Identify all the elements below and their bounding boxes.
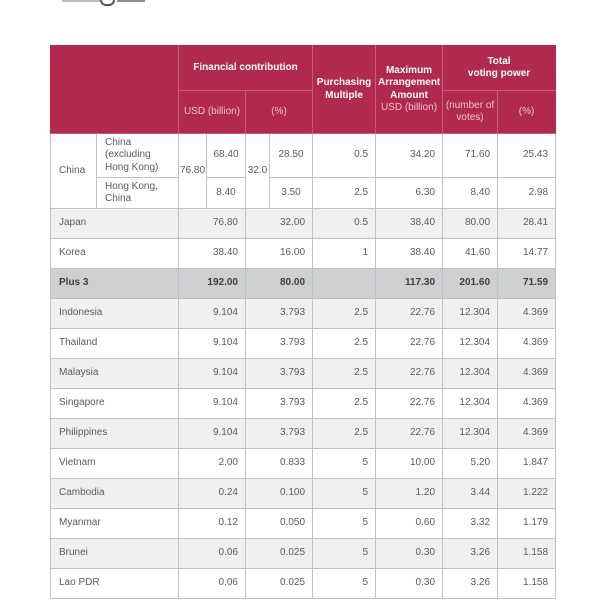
- country-label: Philippines: [51, 419, 179, 449]
- cell-purchasing: 5: [313, 479, 376, 509]
- cell-purchasing: 5: [313, 569, 376, 599]
- table-row-singapore: [51, 389, 556, 419]
- header-maximum-arrangement-sub: USD (billion): [380, 102, 438, 113]
- cell-votes: 3.26: [443, 539, 498, 569]
- country-label: Plus 3: [51, 269, 179, 299]
- cell-votes: 5.20: [443, 449, 498, 479]
- cell-vote-pct: 4.369: [498, 389, 556, 419]
- cell-vote-pct: 1.158: [498, 539, 556, 569]
- contribution-table: [50, 45, 556, 599]
- country-label: Indonesia: [51, 299, 179, 329]
- cell-usd: 0.12: [179, 509, 246, 539]
- cell-usd-merged: 76.80: [179, 134, 207, 209]
- header-purchasing-multiple: Purchasing Multiple: [313, 46, 376, 134]
- table-row-lao-pdr: [51, 569, 556, 599]
- header-financial-contribution: Financial contribution: [179, 46, 313, 91]
- cell-purchasing: 5: [313, 449, 376, 479]
- cell-vote-pct: 1.222: [498, 479, 556, 509]
- cell-pct: 0.833: [246, 449, 313, 479]
- cell-vote-pct: 1.179: [498, 509, 556, 539]
- cell-purchasing: 0.5: [313, 209, 376, 239]
- cell-max-amount: 6.30: [376, 178, 443, 209]
- table-body: [51, 134, 556, 599]
- cell-votes: 12.304: [443, 389, 498, 419]
- cell-purchasing: 2.5: [313, 329, 376, 359]
- cell-vote-pct: 28.41: [498, 209, 556, 239]
- cell-votes: 8.40: [443, 178, 498, 209]
- country-label: Hong Kong, China: [97, 178, 179, 209]
- cell-usd: 9.104: [179, 419, 246, 449]
- cell-max-amount: 1.20: [376, 479, 443, 509]
- voting-power-line2: voting power: [467, 68, 531, 79]
- cell-usd: 0.24: [179, 479, 246, 509]
- country-label: Brunei: [51, 539, 179, 569]
- table-row-hong-kong: [51, 178, 556, 209]
- cell-usd: 38.40: [179, 239, 246, 269]
- cropped-heading-fragment: [117, 0, 145, 2]
- table-row-plus3-total: [51, 269, 556, 299]
- table-row-vietnam: [51, 449, 556, 479]
- cell-pct: 3.50: [270, 178, 313, 209]
- cell-max-amount: 22.76: [376, 359, 443, 389]
- cell-max-amount: 34.20: [376, 134, 443, 178]
- cell-vote-pct: 71.59: [498, 269, 556, 299]
- table-row-china-excl-hk: [51, 134, 556, 178]
- cell-max-amount: 0.30: [376, 539, 443, 569]
- country-label: Japan: [51, 209, 179, 239]
- cell-vote-pct: 4.369: [498, 359, 556, 389]
- cell-purchasing: 0.5: [313, 134, 376, 178]
- cell-usd: 9.104: [179, 359, 246, 389]
- cell-usd: 9.104: [179, 299, 246, 329]
- header-maximum-arrangement-main: Maximum Arrangement Amount: [378, 64, 441, 101]
- table-row-japan: [51, 209, 556, 239]
- cell-vote-pct: 4.369: [498, 329, 556, 359]
- cell-votes: 3.26: [443, 569, 498, 599]
- cell-usd: 9.104: [179, 329, 246, 359]
- cell-votes: 3.44: [443, 479, 498, 509]
- header-usd-billion: USD (billion): [179, 91, 246, 134]
- table-row-thailand: [51, 329, 556, 359]
- header-voting-percent: (%): [498, 91, 556, 134]
- cell-purchasing: 1: [313, 239, 376, 269]
- table-row-cambodia: [51, 479, 556, 509]
- cell-purchasing: 5: [313, 509, 376, 539]
- cropped-heading-fragment: [62, 0, 100, 2]
- cell-votes: 3.32: [443, 509, 498, 539]
- cell-vote-pct: 14.77: [498, 239, 556, 269]
- cell-votes: 80.00: [443, 209, 498, 239]
- cell-vote-pct: 25.43: [498, 134, 556, 178]
- country-label: Malaysia: [51, 359, 179, 389]
- country-label: Lao PDR: [51, 569, 179, 599]
- table-row-malaysia: [51, 359, 556, 389]
- cell-vote-pct: 1.158: [498, 569, 556, 599]
- cell-max-amount: 10.00: [376, 449, 443, 479]
- header-total-voting-power: [443, 46, 556, 91]
- header-percent: (%): [246, 91, 313, 134]
- cell-usd: 2.00: [179, 449, 246, 479]
- cell-purchasing: 2.5: [313, 389, 376, 419]
- cell-max-amount: 22.76: [376, 299, 443, 329]
- cell-purchasing: 2.5: [313, 359, 376, 389]
- cell-max-amount: 22.76: [376, 419, 443, 449]
- cell-vote-pct: 2.98: [498, 178, 556, 209]
- cell-votes: 12.304: [443, 299, 498, 329]
- cell-vote-pct: 1.847: [498, 449, 556, 479]
- table-header: [51, 46, 556, 134]
- cropped-heading-fragment: [100, 0, 115, 6]
- cell-pct: 0.025: [246, 539, 313, 569]
- country-label: China (excluding Hong Kong): [97, 134, 179, 178]
- table-row-korea: [51, 239, 556, 269]
- cell-pct: 0.025: [246, 569, 313, 599]
- cell-purchasing: 2.5: [313, 178, 376, 209]
- cell-purchasing: 2.5: [313, 419, 376, 449]
- cell-votes: 12.304: [443, 329, 498, 359]
- cell-usd: 76.80: [179, 209, 246, 239]
- cell-vote-pct: 4.369: [498, 299, 556, 329]
- cell-pct: 80.00: [246, 269, 313, 299]
- country-label: Korea: [51, 239, 179, 269]
- cell-usd: 192.00: [179, 269, 246, 299]
- cell-pct: 3.793: [246, 419, 313, 449]
- table-row-brunei: [51, 539, 556, 569]
- cell-usd: 8.40: [207, 178, 246, 209]
- country-label: Cambodia: [51, 479, 179, 509]
- cell-max-amount: 38.40: [376, 209, 443, 239]
- table-row-myanmar: [51, 509, 556, 539]
- cell-usd: 0.06: [179, 539, 246, 569]
- cell-purchasing: 5: [313, 539, 376, 569]
- cell-pct: 0.100: [246, 479, 313, 509]
- cell-purchasing: [313, 269, 376, 299]
- cell-pct-merged: 32.0: [246, 134, 270, 209]
- cell-max-amount: 117.30: [376, 269, 443, 299]
- cell-max-amount: 22.76: [376, 389, 443, 419]
- cell-pct: 32.00: [246, 209, 313, 239]
- cell-pct: 0.050: [246, 509, 313, 539]
- cell-usd: 9.104: [179, 389, 246, 419]
- cell-votes: 41.60: [443, 239, 498, 269]
- cell-max-amount: 22.76: [376, 329, 443, 359]
- country-group-label: China: [51, 134, 97, 209]
- header-row-top: [51, 46, 556, 91]
- cell-votes: 201.60: [443, 269, 498, 299]
- country-label: Singapore: [51, 389, 179, 419]
- cell-purchasing: 2.5: [313, 299, 376, 329]
- cell-votes: 12.304: [443, 359, 498, 389]
- table-row-indonesia: [51, 299, 556, 329]
- cell-vote-pct: 4.369: [498, 419, 556, 449]
- header-maximum-arrangement: [376, 46, 443, 134]
- cell-pct: 3.793: [246, 299, 313, 329]
- cell-pct: 16.00: [246, 239, 313, 269]
- country-label: Myanmar: [51, 509, 179, 539]
- country-label: Thailand: [51, 329, 179, 359]
- header-number-of-votes: (number of votes): [443, 91, 498, 134]
- country-label: Vietnam: [51, 449, 179, 479]
- cell-pct: 3.793: [246, 359, 313, 389]
- cell-votes: 71.60: [443, 134, 498, 178]
- cell-usd: 68.40: [207, 134, 246, 178]
- cell-pct: 3.793: [246, 389, 313, 419]
- cell-usd: 0.06: [179, 569, 246, 599]
- cell-max-amount: 0.60: [376, 509, 443, 539]
- cell-pct: 3.793: [246, 329, 313, 359]
- cell-max-amount: 38.40: [376, 239, 443, 269]
- header-blank-cell: [51, 46, 179, 134]
- cell-pct: 28.50: [270, 134, 313, 178]
- table-row-philippines: [51, 419, 556, 449]
- cell-votes: 12.304: [443, 419, 498, 449]
- voting-power-line1: Total: [487, 55, 511, 67]
- cell-max-amount: 0.30: [376, 569, 443, 599]
